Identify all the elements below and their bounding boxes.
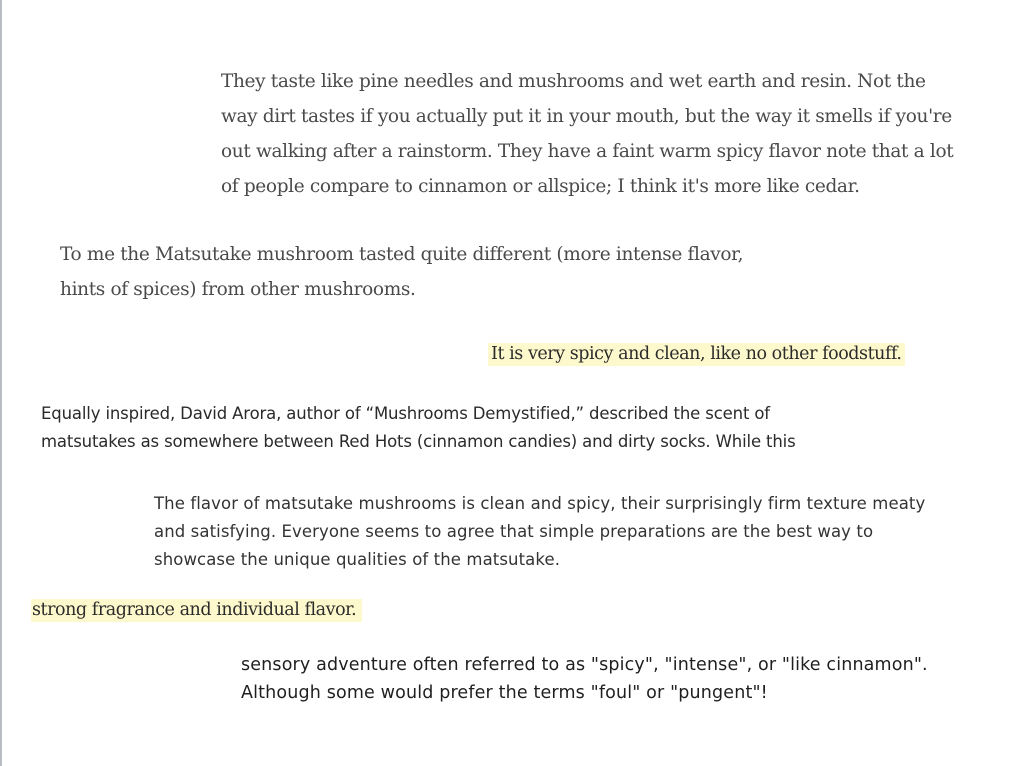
highlighted-text: It is very spicy and clean, like no other foodstuff.	[488, 343, 905, 366]
text-line: sensory adventure often referred to as "spicy", "intense", or "like cinnamon".	[241, 655, 928, 675]
text-line: out walking after a rainstorm. They have a faint warm spicy flavor note that a lot	[221, 141, 954, 162]
text-line: way dirt tastes if you actually put it in your mouth, but the way it smells if you're	[221, 106, 952, 127]
text-line: matsutakes as somewhere between Red Hots (cinnamon candies) and dirty socks. While this	[41, 432, 796, 451]
quote-fragment-matsutake-different	[60, 237, 743, 307]
quote-fragment-flavor-texture	[154, 490, 925, 574]
quote-fragment-sensory-adventure	[241, 651, 928, 707]
text-line: The flavor of matsutake mushrooms is clean and spicy, their surprisingly firm texture meaty	[154, 494, 926, 513]
text-line: of people compare to cinnamon or allspice; I think it's more like cedar.	[221, 176, 860, 197]
quote-fragment-arora	[41, 400, 796, 456]
left-border-rule	[0, 0, 2, 766]
quote-fragment-fragrance	[31, 597, 362, 623]
highlighted-text: strong fragrance and individual flavor.	[31, 599, 362, 622]
text-line: Equally inspired, David Arora, author of “Mushrooms Demystified,” described the scent of	[41, 404, 770, 423]
text-line: They taste like pine needles and mushrooms and wet earth and resin. Not the	[221, 71, 926, 92]
text-line: Although some would prefer the terms "foul" or "pungent"!	[241, 683, 768, 703]
text-line: and satisfying. Everyone seems to agree that simple preparations are the best way to	[154, 522, 874, 541]
quote-fragment-pine-needles	[221, 64, 953, 204]
text-line: To me the Matsutake mushroom tasted quite different (more intense flavor,	[60, 244, 744, 265]
text-line: showcase the unique qualities of the matsutake.	[154, 550, 561, 569]
text-line: hints of spices) from other mushrooms.	[60, 279, 416, 300]
quote-fragment-spicy-clean	[488, 341, 905, 367]
